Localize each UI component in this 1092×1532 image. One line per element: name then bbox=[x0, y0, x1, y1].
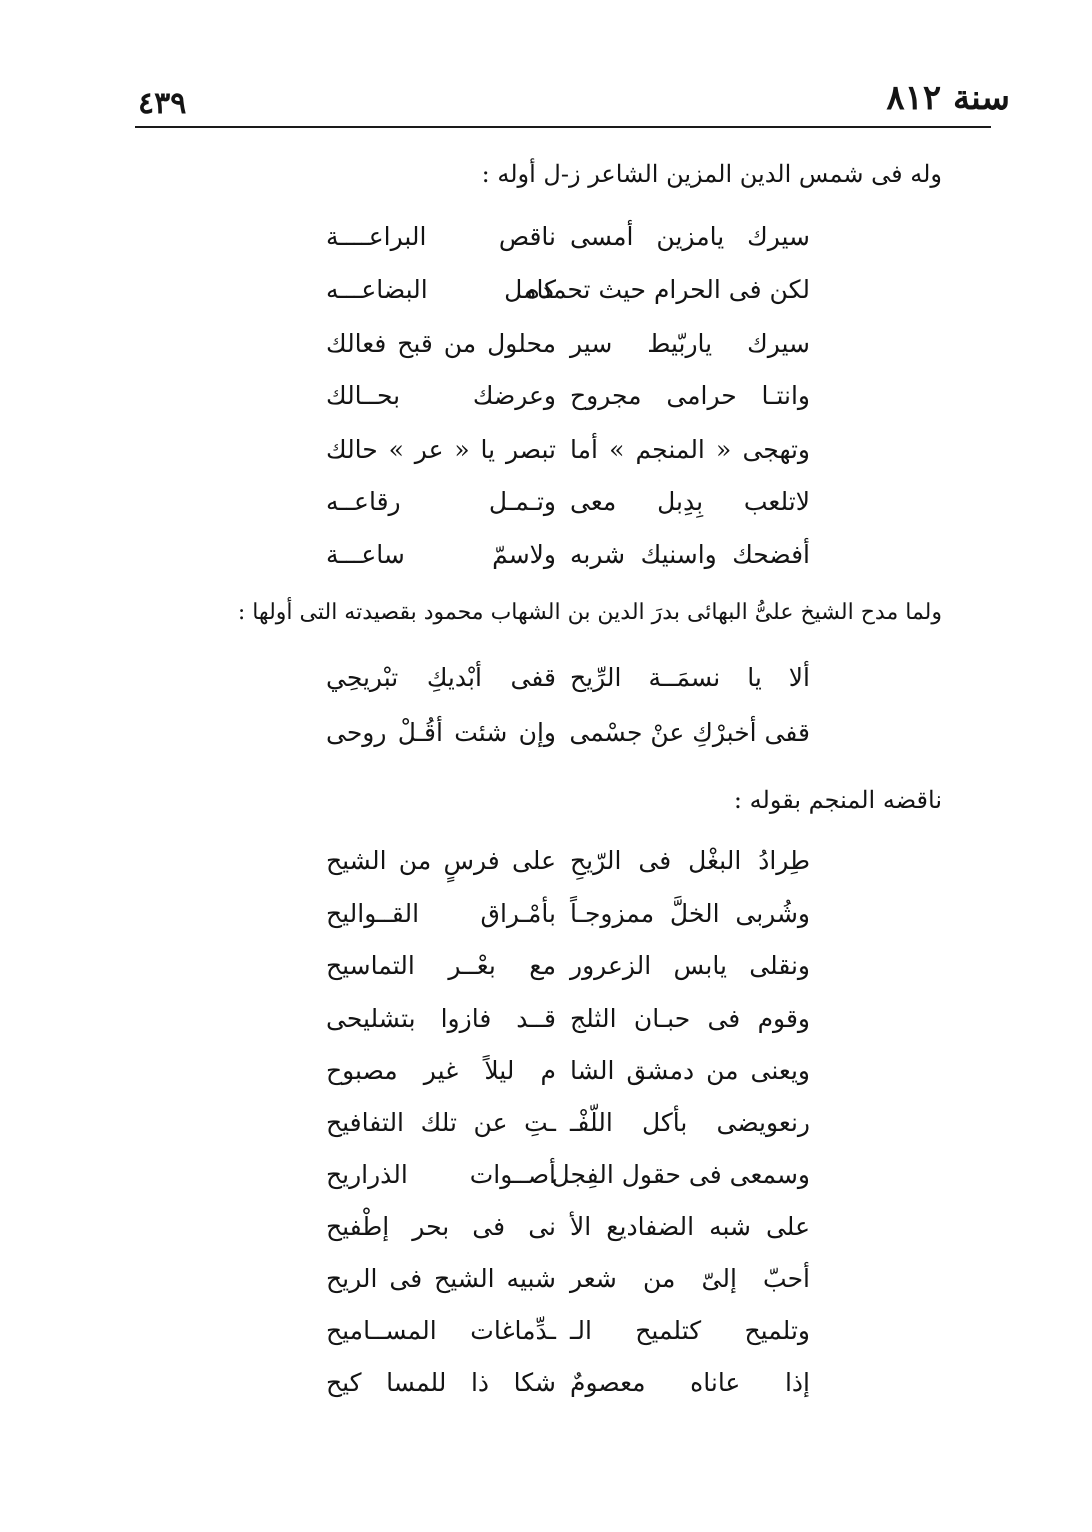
verse-line bbox=[0, 329, 1092, 379]
second-hemistich: أصــوات الذراريح bbox=[326, 1160, 556, 1189]
verse-line bbox=[0, 951, 1092, 1001]
verse-line bbox=[0, 275, 1092, 325]
verse-line bbox=[0, 1316, 1092, 1366]
verse-line bbox=[0, 1108, 1092, 1158]
first-hemistich: ألا يا نسمَــة الرِّيح bbox=[570, 663, 810, 692]
first-hemistich: ونقلى يابس الزعرور bbox=[570, 951, 810, 980]
second-hemistich: مع بعْــر التماسيح bbox=[326, 951, 556, 980]
verse-line bbox=[0, 1368, 1092, 1418]
first-hemistich: وتهجى « المنجم » أما bbox=[570, 435, 810, 464]
verse-line bbox=[0, 718, 1092, 768]
first-hemistich: وشُربى الخلَّ ممزوجـاً bbox=[570, 899, 810, 928]
section-intro: ناقضه المنجم بقوله : bbox=[733, 786, 942, 814]
first-hemistich: على شبه الضفاديع الأ bbox=[570, 1212, 810, 1241]
first-hemistich: قفى أخبرْكِ عنْ جسْمى bbox=[569, 718, 810, 747]
verse-line bbox=[0, 435, 1092, 485]
second-hemistich: على فرسٍ من الشيح bbox=[326, 846, 556, 875]
verse-line bbox=[0, 487, 1092, 537]
second-hemistich: وإن شئت أقُـلْ روحى bbox=[326, 718, 556, 747]
first-hemistich: لاتلعب بِدِبل معى bbox=[570, 487, 810, 516]
first-hemistich: ويعنى من دمشق الشا bbox=[570, 1056, 810, 1085]
second-hemistich: ولاسمّ ساعـــة bbox=[326, 540, 556, 569]
first-hemistich: سيرك يامزين أمسى bbox=[570, 222, 810, 251]
first-hemistich: وانتـا حرامى مجروح bbox=[570, 381, 810, 410]
second-hemistich: نى فى بحر إطْفيح bbox=[326, 1212, 556, 1241]
first-hemistich: رنعويضى بأكل اللّفْـ bbox=[570, 1108, 810, 1137]
verse-line bbox=[0, 1264, 1092, 1314]
verse-line bbox=[0, 222, 1092, 272]
verse-line bbox=[0, 540, 1092, 590]
second-hemistich: م ليلاً غير مصبوح bbox=[326, 1056, 556, 1085]
second-hemistich: وعرضك بحــالك bbox=[326, 381, 556, 410]
second-hemistich: شبيه الشيح فى الريح bbox=[326, 1264, 556, 1293]
verse-line bbox=[0, 1160, 1092, 1210]
verse-line bbox=[0, 1004, 1092, 1054]
first-hemistich: وسمعى فى حقول الفِجل bbox=[551, 1160, 810, 1189]
second-hemistich: كامل البضاعـــه bbox=[326, 275, 556, 304]
verse-line bbox=[0, 1056, 1092, 1106]
second-hemistich: بأمْـراق القــواليح bbox=[326, 899, 556, 928]
second-hemistich: قفى أبْديكِ تبْريحِي bbox=[326, 663, 556, 692]
first-hemistich: طِرادُ البغْل فى الرّيحِ bbox=[570, 846, 810, 875]
first-hemistich: إذا عاناه معصومٌ bbox=[570, 1368, 810, 1397]
first-hemistich: أفضحك واسنيك شربه bbox=[570, 540, 810, 569]
page-number: ٤٣٩ bbox=[138, 86, 187, 121]
section-intro: وله فى شمس الدين المزين الشاعر ز-ل أوله : bbox=[481, 160, 942, 188]
verse-line bbox=[0, 381, 1092, 431]
header-year: سنة ٨١٢ bbox=[886, 78, 1010, 118]
verse-line bbox=[0, 1212, 1092, 1262]
second-hemistich: تبصر يا « عر » حالك bbox=[326, 435, 556, 464]
first-hemistich: وقوم فى حبـان الثلج bbox=[570, 1004, 810, 1033]
second-hemistich: ـدِّماغات المســاميح bbox=[326, 1316, 556, 1345]
first-hemistich: سيرك ياربّيط سير bbox=[570, 329, 810, 358]
second-hemistich: محلول من قبح فعالك bbox=[326, 329, 556, 358]
first-hemistich: أحبّ إلىّ من شعر bbox=[570, 1264, 810, 1293]
second-hemistich: شكا ذا للمسا كيح bbox=[326, 1368, 556, 1397]
verse-line bbox=[0, 663, 1092, 713]
first-hemistich: لكن فى الحرام حيث تحمده bbox=[526, 275, 810, 304]
section-intro: ولما مدح الشيخ علىُّ البهائى بدرَ الدين بن الشهاب محمود بقصيدته التى أولها : bbox=[237, 600, 942, 625]
verse-line bbox=[0, 846, 1092, 896]
first-hemistich: وتلميح كتلميح الـ bbox=[570, 1316, 810, 1345]
second-hemistich: ـتِ عن تلك التفافيح bbox=[326, 1108, 556, 1137]
verse-line bbox=[0, 899, 1092, 949]
header-rule bbox=[135, 126, 991, 128]
second-hemistich: ناقص البراعــــة bbox=[326, 222, 556, 251]
second-hemistich: قــد فازوا بتشليحى bbox=[326, 1004, 556, 1033]
second-hemistich: وتـمـل رقاعــه bbox=[326, 487, 556, 516]
